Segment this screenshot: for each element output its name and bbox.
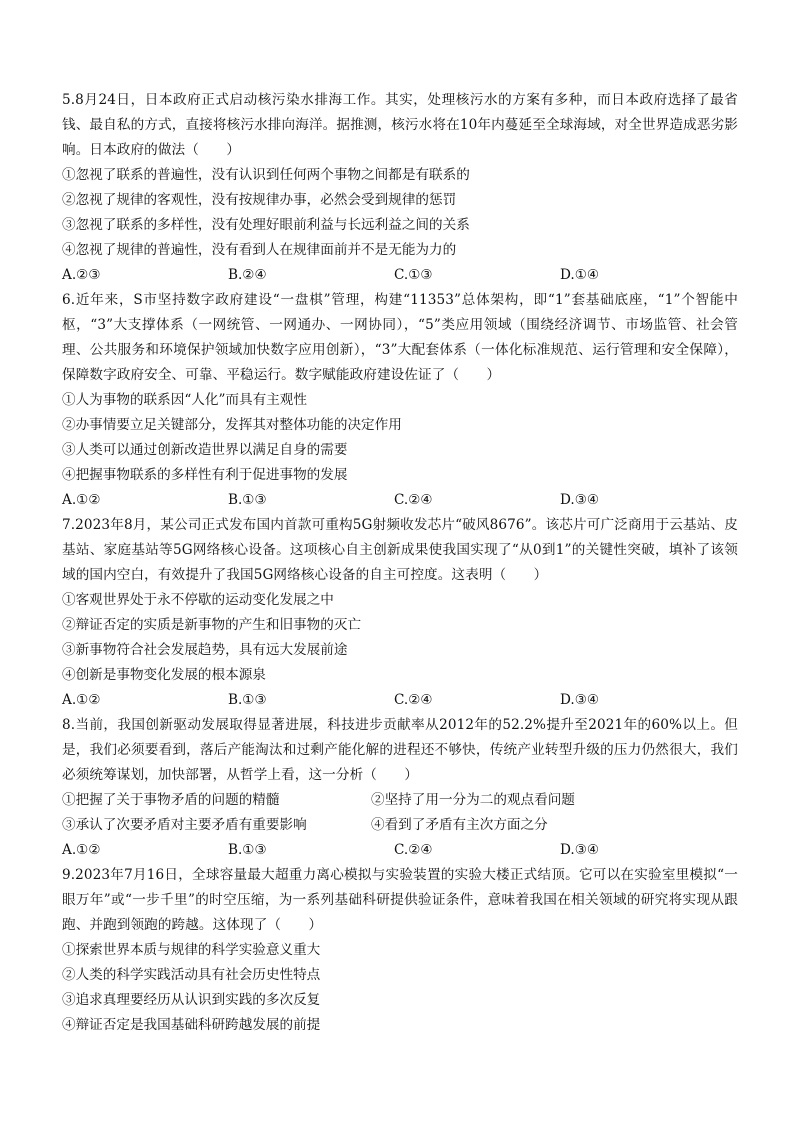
choice-b[interactable]: B.①③ [228, 842, 267, 858]
option-4: ④看到了矛盾有主次方面之分 [371, 817, 548, 833]
choice-b[interactable]: B.①③ [228, 692, 267, 708]
option-3: ③新事物符合社会发展趋势，具有远大发展前途 [62, 642, 348, 658]
option-1: ①把握了关于事物矛盾的问题的精髓 [62, 792, 280, 808]
choice-c[interactable]: C.②④ [394, 492, 433, 508]
choice-d[interactable]: D.③④ [560, 842, 600, 858]
choice-d[interactable]: D.③④ [560, 692, 600, 708]
option-4: ④辩证否定是我国基础科研跨越发展的前提 [62, 1017, 321, 1033]
choice-d[interactable]: D.①④ [560, 267, 600, 283]
question-sheet [62, 88, 738, 1038]
question-5 [62, 88, 738, 288]
option-3: ③追求真理要经历从认识到实践的多次反复 [62, 992, 321, 1008]
option-2: ②坚持了用一分为二的观点看问题 [371, 792, 575, 808]
question-stem: 5.8月24日，日本政府正式启动核污染水排海工作。其实，处理核污水的方案有多种，而日本政府选择了最省钱、最自私的方式，直接将核污水排向海洋。据推测，核污水将在10年内蔓延至全球海域，对全世界造成恶劣影响。日本政府的做法（ ） [62, 92, 738, 158]
choice-b[interactable]: B.①③ [228, 492, 267, 508]
choice-c[interactable]: C.②④ [394, 842, 433, 858]
option-3: ③人类可以通过创新改造世界以满足自身的需要 [62, 442, 348, 458]
option-1: ①探索世界本质与规律的科学实验意义重大 [62, 942, 321, 958]
option-3: ③忽视了联系的多样性，没有处理好眼前利益与长远利益之间的关系 [62, 217, 470, 233]
choice-a[interactable]: A.①② [62, 692, 101, 708]
answer-choices [62, 263, 738, 288]
choice-a[interactable]: A.②③ [62, 267, 101, 283]
question-9 [62, 863, 738, 1038]
option-1: ①人为事物的联系因“人化”而具有主观性 [62, 392, 307, 408]
option-2: ②辩证否定的实质是新事物的产生和旧事物的灭亡 [62, 617, 362, 633]
question-stem: 8.当前，我国创新驱动发展取得显著进展，科技进步贡献率从2012年的52.2%提升至2021年的60%以上。但是，我们必须要看到，落后产能淘汰和过剩产能化解的进程还不够快，传统产业转型升级的压力仍然很大，我们必须统筹谋划，加快部署，从哲学上看，这一分析（ ） [62, 717, 738, 783]
choice-c[interactable]: C.①③ [394, 267, 433, 283]
option-3: ③承认了次要矛盾对主要矛盾有重要影响 [62, 817, 307, 833]
option-row-1 [62, 788, 738, 813]
option-4: ④创新是事物变化发展的根本源泉 [62, 667, 266, 683]
question-stem: 7.2023年8月，某公司正式发布国内首款可重构5G射频收发芯片“破风8676”。该芯片可广泛商用于云基站、皮基站、家庭基站等5G网络核心设备。这项核心自主创新成果使我国实现了“从0到1”的关键性突破，填补了该领域的国内空白，有效提升了我国5G网络核心设备的自主可控度。这表明（ ） [62, 517, 738, 583]
option-2: ②办事情要立足关键部分，发挥其对整体功能的决定作用 [62, 417, 402, 433]
answer-choices [62, 838, 738, 863]
choice-b[interactable]: B.②④ [228, 267, 267, 283]
option-2: ②人类的科学实践活动具有社会历史性特点 [62, 967, 321, 983]
option-1: ①客观世界处于永不停歇的运动变化发展之中 [62, 592, 334, 608]
choice-d[interactable]: D.③④ [560, 492, 600, 508]
option-row-2 [62, 813, 738, 838]
question-stem: 9.2023年7月16日，全球容量最大超重力离心模拟与实验装置的实验大楼正式结顶。它可以在实验室里模拟“一眼万年”或“一步千里”的时空压缩，为一系列基础科研提供验证条件，意味着我国在相关领域的研究将实现从跟跑、并跑到领跑的跨越。这体现了（ ） [62, 867, 738, 933]
question-7 [62, 513, 738, 713]
option-4: ④忽视了规律的普遍性，没有看到人在规律面前并不是无能为力的 [62, 242, 457, 258]
answer-choices [62, 688, 738, 713]
answer-choices [62, 488, 738, 513]
question-stem: 6.近年来，S市坚持数字政府建设“一盘棋”管理，构建“11353”总体架构，即“1”套基础底座，“1”个智能中枢，“3”大支撑体系（一网统管、一网通办、一网协同），“5”类应用领域（围绕经济调节、市场监管、社会管理、公共服务和环境保护领域加快数字应用创新），“3”大配套体系（一体化标准规范、运行管理和安全保障），保障数字政府安全、可靠、平稳运行。数字赋能政府建设佐证了（ ） [62, 292, 738, 383]
option-4: ④把握事物联系的多样性有利于促进事物的发展 [62, 467, 348, 483]
option-1: ①忽视了联系的普遍性，没有认识到任何两个事物之间都是有联系的 [62, 167, 470, 183]
question-8 [62, 713, 738, 863]
question-6 [62, 288, 738, 513]
choice-a[interactable]: A.①② [62, 492, 101, 508]
choice-c[interactable]: C.②④ [394, 692, 433, 708]
choice-a[interactable]: A.①② [62, 842, 101, 858]
option-2: ②忽视了规律的客观性，没有按规律办事，必然会受到规律的惩罚 [62, 192, 457, 208]
